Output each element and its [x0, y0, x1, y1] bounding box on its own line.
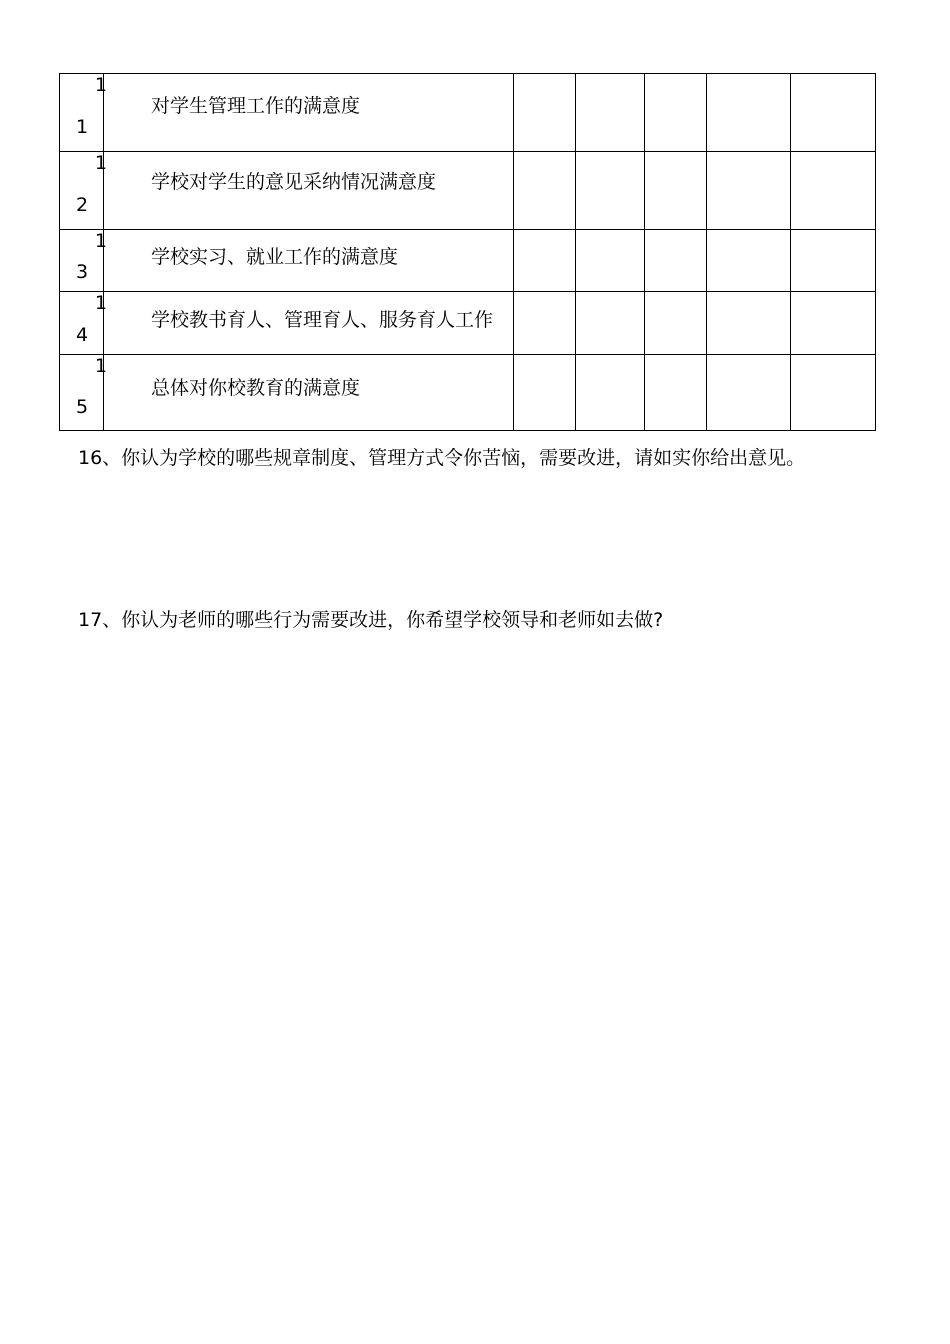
rating-cell[interactable] — [514, 74, 576, 152]
table-row — [60, 292, 876, 355]
rating-cell[interactable] — [707, 74, 791, 152]
rating-cell[interactable] — [645, 152, 707, 230]
row-number-top: 1 — [94, 292, 107, 314]
rating-cell[interactable] — [707, 355, 791, 431]
table-row — [60, 74, 876, 152]
row-number-bottom: 5 — [76, 396, 89, 418]
rating-cell[interactable] — [791, 292, 876, 355]
row-number-cell — [60, 230, 107, 292]
rating-cell[interactable] — [791, 355, 876, 431]
row-number-top: 1 — [94, 74, 107, 96]
rating-cell[interactable] — [791, 152, 876, 230]
row-number-cell — [60, 292, 107, 355]
row-number-top: 1 — [94, 230, 107, 252]
item-label: 学校教书育人、管理育人、服务育人工作 — [151, 308, 494, 331]
satisfaction-table — [59, 73, 876, 431]
rating-cell[interactable] — [576, 152, 645, 230]
row-number-top: 1 — [94, 355, 107, 377]
table-row — [60, 355, 876, 431]
question-17: 17、你认为老师的哪些行为需要改进，你希望学校领导和老师如去做? — [78, 609, 664, 631]
row-number-cell — [60, 74, 107, 152]
item-label-cell — [104, 74, 514, 152]
rating-cell[interactable] — [576, 230, 645, 292]
rating-cell[interactable] — [576, 355, 645, 431]
item-label-cell — [104, 292, 514, 355]
rating-cell[interactable] — [791, 74, 876, 152]
item-label: 对学生管理工作的满意度 — [151, 95, 361, 117]
row-number-cell — [60, 355, 107, 431]
table-row — [60, 152, 876, 230]
rating-cell[interactable] — [645, 230, 707, 292]
rating-cell[interactable] — [645, 292, 707, 355]
rating-cell[interactable] — [514, 230, 576, 292]
rating-cell[interactable] — [645, 355, 707, 431]
item-label-cell — [104, 230, 514, 292]
rating-cell[interactable] — [707, 292, 791, 355]
item-label: 学校实习、就业工作的满意度 — [151, 246, 399, 268]
item-label-cell — [104, 152, 514, 230]
rating-cell[interactable] — [576, 74, 645, 152]
rating-cell[interactable] — [514, 152, 576, 230]
question-16: 16、你认为学校的哪些规章制度、管理方式令你苦恼，需要改进，请如实你给出意见。 — [78, 447, 806, 469]
rating-cell[interactable] — [645, 74, 707, 152]
row-number-top: 1 — [94, 152, 107, 174]
rating-cell[interactable] — [576, 292, 645, 355]
rating-cell[interactable] — [707, 230, 791, 292]
rating-cell[interactable] — [707, 152, 791, 230]
row-number-bottom: 2 — [76, 194, 89, 216]
item-label: 总体对你校教育的满意度 — [151, 377, 361, 399]
row-number-bottom: 3 — [76, 261, 89, 283]
table-row — [60, 230, 876, 292]
rating-cell[interactable] — [791, 230, 876, 292]
row-number-bottom: 4 — [76, 324, 89, 346]
rating-cell[interactable] — [514, 292, 576, 355]
row-number-cell — [60, 152, 107, 230]
row-number-bottom: 1 — [76, 116, 89, 138]
rating-cell[interactable] — [514, 355, 576, 431]
item-label-cell — [104, 355, 514, 431]
item-label: 学校对学生的意见采纳情况满意度 — [151, 171, 437, 193]
